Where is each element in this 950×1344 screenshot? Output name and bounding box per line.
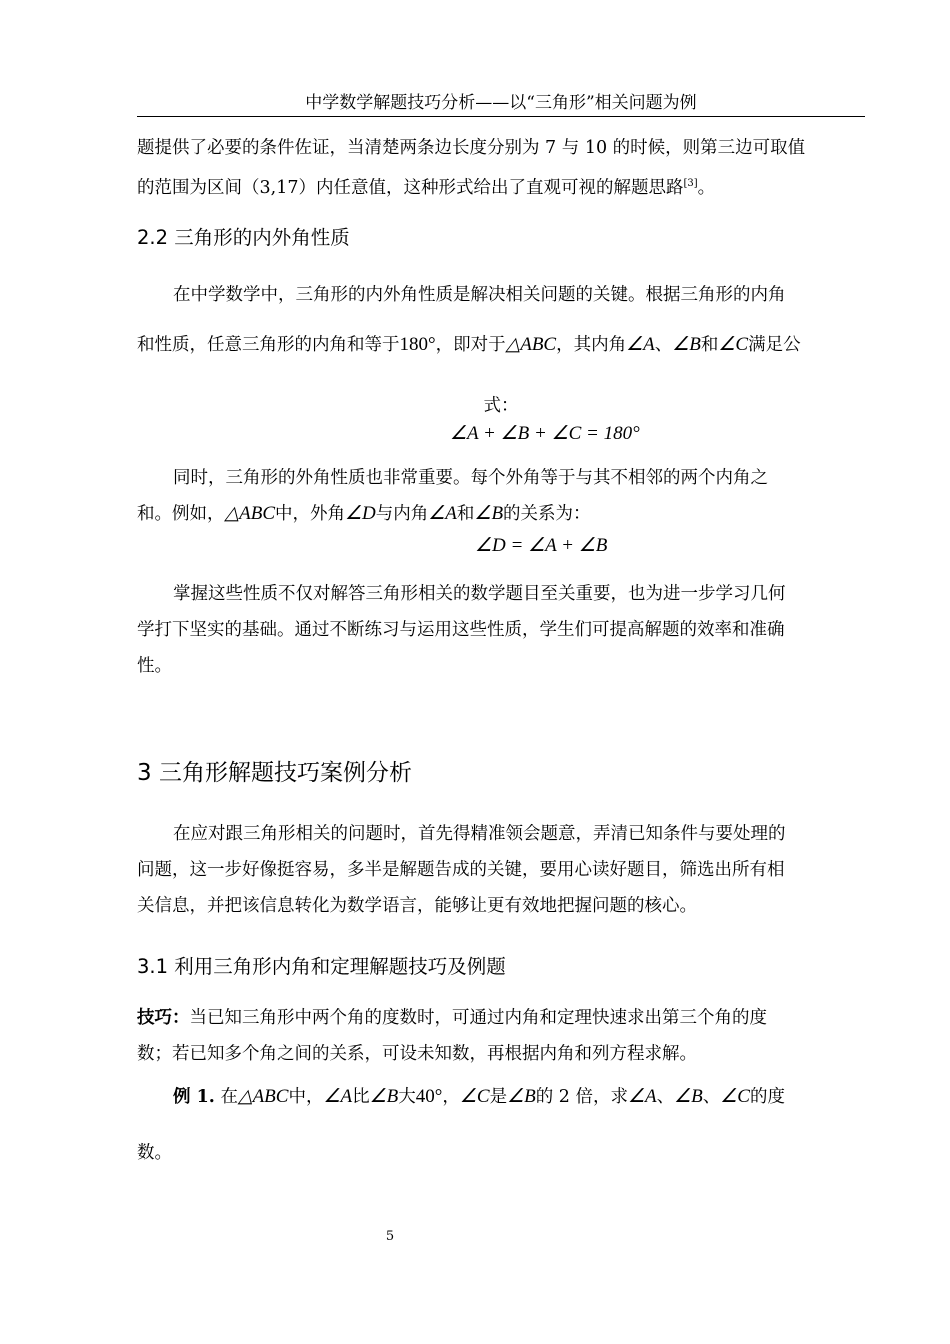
citation-ref: [3] bbox=[683, 178, 698, 189]
text-run: ，其内角 bbox=[556, 335, 627, 355]
text-line: 掌握这些性质不仅对解答三角形相关的数学题目至关重要，也为进一步学习几何 bbox=[173, 584, 786, 604]
math-angle-b: ∠B bbox=[507, 1086, 536, 1107]
text-line-centered: 式： bbox=[483, 396, 519, 416]
math-angle-c: ∠C bbox=[459, 1086, 490, 1107]
text-line bbox=[137, 1074, 859, 1120]
text-line: 数；若已知多个角之间的关系，可设未知数，再根据内角和列方程求解。 bbox=[137, 1044, 697, 1064]
paragraph-example-1 bbox=[137, 1074, 859, 1176]
header-rule bbox=[137, 116, 865, 117]
page-number: 5 bbox=[385, 1229, 395, 1244]
text-line bbox=[137, 320, 859, 370]
text-run: 中，外角 bbox=[275, 504, 345, 524]
text-run: 的关系为： bbox=[503, 504, 591, 524]
text-line: 数。 bbox=[137, 1143, 172, 1163]
math-angle-c: ∠C bbox=[718, 334, 749, 355]
math-triangle-abc: △ABC bbox=[237, 1086, 289, 1107]
text-run: 和。例如， bbox=[137, 504, 225, 524]
math-angle-b: ∠B bbox=[369, 1086, 399, 1107]
text-run: 大 bbox=[398, 1087, 416, 1107]
math-40-degrees: 40° bbox=[415, 1086, 443, 1107]
section-heading-3: 3 三角形解题技巧案例分析 bbox=[137, 760, 412, 786]
text-run: 和 bbox=[456, 504, 475, 524]
text-run: 、 bbox=[656, 1087, 675, 1107]
text-line: 同时，三角形的外角性质也非常重要。每个外角等于与其不相邻的两个内角之 bbox=[173, 468, 768, 488]
math-angle-c: ∠C bbox=[720, 1086, 750, 1107]
formula-exterior-angle: ∠D = ∠A + ∠B bbox=[475, 535, 608, 556]
text-line: 性。 bbox=[137, 656, 172, 676]
text-line bbox=[137, 496, 859, 532]
text-line: 学打下坚实的基础。通过不断练习与运用这些性质，学生们可提高解题的效率和准确 bbox=[137, 620, 785, 640]
text-run: 、 bbox=[702, 1087, 721, 1107]
example-label: 例 1. bbox=[173, 1087, 215, 1107]
math-triangle-abc: △ABC bbox=[505, 334, 557, 355]
paragraph-continuation bbox=[137, 130, 859, 206]
math-triangle-abc: △ABC bbox=[224, 503, 275, 524]
formula-angle-sum: ∠A + ∠B + ∠C = 180° bbox=[450, 423, 640, 444]
text-run: 是 bbox=[489, 1087, 508, 1107]
math-angle-b: ∠B bbox=[672, 334, 701, 355]
text-run: 当已知三角形中两个角的度数时，可通过内角和定理快速求出第三个角的度 bbox=[189, 1008, 767, 1028]
text-run: 和性质，任意三角形的内角和等于 bbox=[137, 335, 400, 355]
text-line: 关信息，并把该信息转化为数学语言，能够让更有效地把握问题的核心。 bbox=[137, 896, 697, 916]
paragraph-angle-properties bbox=[137, 270, 859, 370]
text-line: 在中学数学中，三角形的内外角性质是解决相关问题的关键。根据三角形的内角 bbox=[173, 285, 786, 305]
section-heading-2-2: 2.2 三角形的内外角性质 bbox=[137, 226, 350, 249]
text-run: ，即对于 bbox=[435, 335, 506, 355]
tip-label: 技巧： bbox=[137, 1008, 190, 1028]
text-run: 中， bbox=[288, 1087, 324, 1107]
math-angle-a: ∠A bbox=[323, 1086, 353, 1107]
text-run: 比 bbox=[352, 1087, 370, 1107]
math-angle-a: ∠A bbox=[626, 334, 655, 355]
math-angle-d: ∠D bbox=[345, 503, 376, 524]
paragraph-mastery bbox=[137, 576, 859, 684]
math-angle-b: ∠B bbox=[674, 1086, 703, 1107]
text-run: ， bbox=[442, 1087, 460, 1107]
math-angle-b: ∠B bbox=[474, 503, 504, 524]
text-run: 。 bbox=[697, 177, 716, 198]
text-line bbox=[137, 166, 859, 206]
paragraph-exterior-angle bbox=[137, 460, 859, 532]
text-run: 在 bbox=[214, 1087, 238, 1107]
text-run: 和 bbox=[700, 335, 719, 355]
text-line: 在应对跟三角形相关的问题时，首先得精准领会题意，弄清已知条件与要处理的 bbox=[173, 824, 786, 844]
text-run: 的范围为区间（3,17）内任意值，这种形式给出了直观可视的解题思路 bbox=[137, 177, 684, 198]
text-run: 、 bbox=[654, 335, 673, 355]
text-line: 题提供了必要的条件佐证，当清楚两条边长度分别为 7 与 10 的时候，则第三边可取值 bbox=[137, 138, 806, 158]
paragraph-section-intro bbox=[137, 816, 859, 924]
text-line bbox=[137, 1000, 859, 1036]
math-angle-a: ∠A bbox=[428, 503, 457, 524]
math-180-degrees: 180° bbox=[399, 334, 436, 355]
text-run: 满足公 bbox=[748, 335, 801, 355]
text-run: 的 2 倍，求 bbox=[535, 1087, 628, 1107]
paragraph-tip bbox=[137, 1000, 859, 1072]
text-run: 的度 bbox=[749, 1087, 785, 1107]
running-header: 中学数学解题技巧分析——以“三角形”相关问题为例 bbox=[305, 93, 697, 113]
text-run: 与内角 bbox=[375, 504, 429, 524]
section-heading-3-1: 3.1 利用三角形内角和定理解题技巧及例题 bbox=[137, 955, 506, 978]
text-line: 问题，这一步好像挺容易，多半是解题告成的关键，要用心读好题目，筛选出所有相 bbox=[137, 860, 785, 880]
math-angle-a: ∠A bbox=[627, 1086, 657, 1107]
